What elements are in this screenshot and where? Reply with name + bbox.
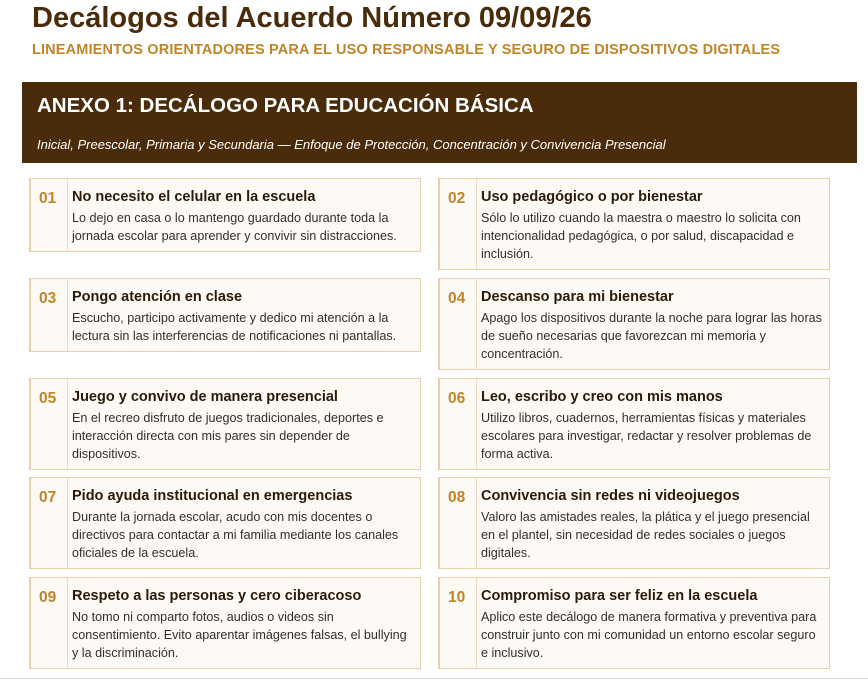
item-body: En el recreo disfruto de juegos tradicionales, deportes e interacción directa con mis pares sin depender de dispositivos. [72, 411, 384, 461]
item-number: 07 [39, 489, 57, 506]
item-divider [67, 578, 68, 668]
item-number: 09 [39, 589, 57, 606]
decalogue-item [29, 178, 421, 252]
item-title: Leo, escribo y creo con mis manos [481, 389, 723, 405]
item-number: 08 [448, 489, 466, 506]
item-number: 10 [448, 589, 466, 606]
item-number: 01 [39, 190, 57, 207]
item-body: Valoro las amistades reales, la plática y el juego presencial en el plantel, sin necesidad de redes sociales o juegos digitales. [481, 510, 810, 560]
item-divider [476, 379, 477, 469]
decalogue-item [29, 378, 421, 470]
item-divider [67, 478, 68, 568]
decalogue-item [438, 477, 830, 569]
annex-description: Inicial, Preescolar, Primaria y Secundaria — Enfoque de Protección, Concentración y Convivencia Presencial [37, 137, 666, 152]
page-title: Decálogos del Acuerdo Número 09/09/26 [32, 2, 592, 34]
item-body: Escucho, participo activamente y dedico mi atención a la lectura sin las interferencias de notificaciones ni pantallas. [72, 311, 397, 343]
item-body: No tomo ni comparto fotos, audios o videos sin consentimiento. Evito aparentar imágenes falsas, el bullying y la discriminación. [72, 610, 407, 660]
annex-banner [22, 82, 857, 163]
item-number: 06 [448, 390, 466, 407]
item-divider [67, 179, 68, 251]
item-divider [476, 279, 477, 369]
page-bottom-divider [0, 678, 868, 679]
item-title: Respeto a las personas y cero ciberacoso [72, 588, 362, 604]
item-body: Utilizo libros, cuadernos, herramientas físicas y materiales escolares para investigar, redactar y resolver problemas de forma activa. [481, 411, 812, 461]
page-subtitle: LINEAMIENTOS ORIENTADORES PARA EL USO RESPONSABLE Y SEGURO DE DISPOSITIVOS DIGITALES [32, 42, 781, 58]
item-divider [476, 578, 477, 668]
item-number: 04 [448, 290, 466, 307]
item-body: Aplico este decálogo de manera formativa y preventiva para construir junto con mi comunidad un entorno escolar seguro e inclusivo. [481, 610, 817, 660]
item-title: Uso pedagógico o por bienestar [481, 189, 703, 205]
item-title: Juego y convivo de manera presencial [72, 389, 338, 405]
item-title: Pongo atención en clase [72, 289, 243, 305]
decalogue-item [438, 378, 830, 470]
item-divider [67, 379, 68, 469]
item-title: No necesito el celular en la escuela [72, 189, 316, 205]
item-number: 02 [448, 190, 466, 207]
item-body: Lo dejo en casa o lo mantengo guardado durante toda la jornada escolar para aprender y convivir sin distracciones. [72, 211, 397, 243]
item-body: Durante la jornada escolar, acudo con mis docentes o directivos para contactar a mi familia mediante los canales oficiales de la escuela. [72, 510, 399, 560]
decalogue-item [29, 477, 421, 569]
decalogue-item [29, 278, 421, 352]
annex-title: ANEXO 1: DECÁLOGO PARA EDUCACIÓN BÁSICA [37, 94, 534, 117]
decalogue-item [438, 577, 830, 669]
item-number: 03 [39, 290, 57, 307]
item-title: Descanso para mi bienestar [481, 289, 674, 305]
item-title: Compromiso para ser feliz en la escuela [481, 588, 758, 604]
decalogue-item [29, 577, 421, 669]
item-title: Pido ayuda institucional en emergencias [72, 488, 353, 504]
item-body: Apago los dispositivos durante la noche para lograr las horas de sueño necesarias que favorezcan mi memoria y concentración. [481, 311, 822, 361]
decalogue-item [438, 278, 830, 370]
decalogue-item [438, 178, 830, 270]
item-divider [67, 279, 68, 351]
item-body: Sólo lo utilizo cuando la maestra o maestro lo solicita con intencionalidad pedagógica, o por salud, discapacidad e inclusión. [481, 211, 801, 261]
item-title: Convivencia sin redes ni videojuegos [481, 488, 740, 504]
item-number: 05 [39, 390, 57, 407]
item-divider [476, 179, 477, 269]
item-divider [476, 478, 477, 568]
